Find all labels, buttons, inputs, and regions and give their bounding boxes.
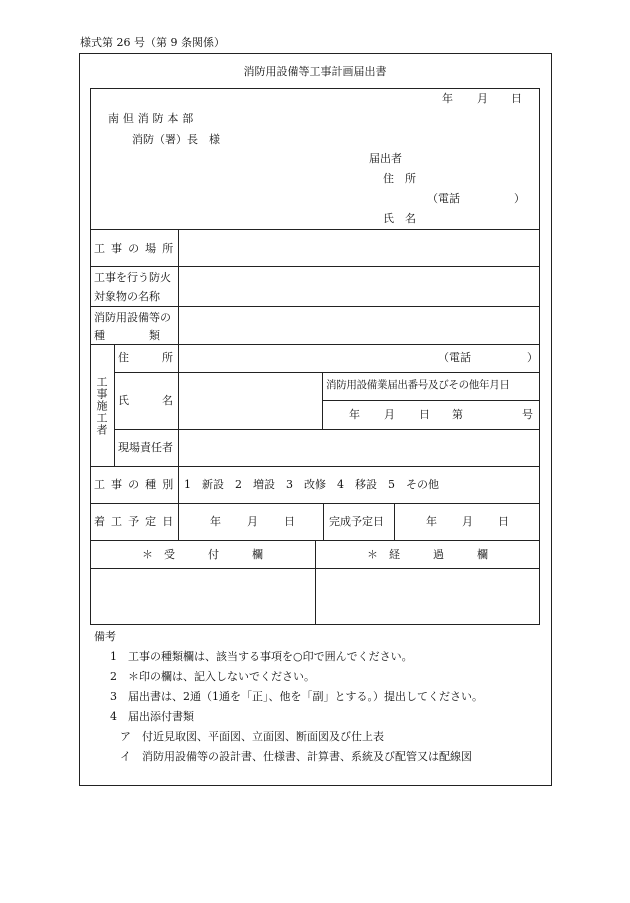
building-label-2: 対象物の名称 xyxy=(94,290,160,303)
building-label-1: 工事を行う防火 xyxy=(94,271,171,284)
contractor-phone-close: ） xyxy=(527,351,538,364)
finish-year: 年 xyxy=(426,515,437,528)
note-item-4b: イ 消防用設備等の設計書、仕様書、計算書、系統及び配管又は配線図 xyxy=(120,750,472,763)
applicant-label: 届出者 xyxy=(369,152,402,165)
notes-heading: 備考 xyxy=(94,630,116,643)
date-day-label: 日 xyxy=(511,92,522,105)
date-year-label: 年 xyxy=(442,92,453,105)
work-type-options: 1 新設 2 増設 3 改修 4 移設 5 その他 xyxy=(184,478,439,491)
registration-month: 月 xyxy=(384,408,395,421)
registration-dai: 第 xyxy=(452,408,463,421)
registration-day: 日 xyxy=(419,408,430,421)
progress-label: ＊ 経 過 欄 xyxy=(367,548,488,561)
note-item-3: 3 届出書は、2通（1通を「正」、他を「副」とする。）提出してください。 xyxy=(110,690,483,703)
note-item-4: 4 届出添付書類 xyxy=(110,710,194,723)
note-item-2: 2 ＊印の欄は、記入しないでください。 xyxy=(110,670,315,683)
start-date-label: 着工予定日 xyxy=(94,515,180,528)
contractor-name-label: 氏 名 xyxy=(118,394,173,407)
finish-date-label: 完成予定日 xyxy=(329,515,384,528)
reception-label: ＊ 受 付 欄 xyxy=(142,548,263,561)
applicant-phone-open: （電話 xyxy=(427,192,460,205)
note-item-1: 1 工事の種類欄は、該当する事項を○印で囲んでください。 xyxy=(110,650,413,663)
contractor-label: 工事施工者 xyxy=(95,376,108,436)
work-type-label: 工事の種別 xyxy=(94,478,180,491)
date-month-label: 月 xyxy=(477,92,488,105)
addressee-org: 南但消防本部 xyxy=(108,112,198,125)
applicant-phone-close: ） xyxy=(514,192,525,205)
contractor-address-label: 住 所 xyxy=(118,351,173,364)
finish-day: 日 xyxy=(498,515,509,528)
addressee-chief: 消防（署）長 様 xyxy=(132,133,220,146)
contractor-phone-open: （電話 xyxy=(438,351,471,364)
applicant-name-label: 氏 名 xyxy=(383,212,416,225)
equipment-label-2: 種 類 xyxy=(94,329,160,342)
start-month: 月 xyxy=(247,515,258,528)
finish-month: 月 xyxy=(462,515,473,528)
registration-go: 号 xyxy=(522,408,533,421)
start-year: 年 xyxy=(210,515,221,528)
applicant-address-label: 住 所 xyxy=(383,172,416,185)
form-number: 様式第 26 号（第 9 条関係） xyxy=(80,36,225,49)
registration-label: 消防用設備業届出番号及びその他年月日 xyxy=(326,379,510,391)
equipment-label-1: 消防用設備等の xyxy=(94,311,171,324)
site-label: 工事の場所 xyxy=(94,242,180,255)
start-day: 日 xyxy=(284,515,295,528)
form-title: 消防用設備等工事計画届出書 xyxy=(243,65,387,78)
registration-year: 年 xyxy=(349,408,360,421)
site-manager-label: 現場責任者 xyxy=(118,441,173,454)
note-item-4a: ア 付近見取図、平面図、立面図、断面図及び仕上表 xyxy=(120,730,384,743)
